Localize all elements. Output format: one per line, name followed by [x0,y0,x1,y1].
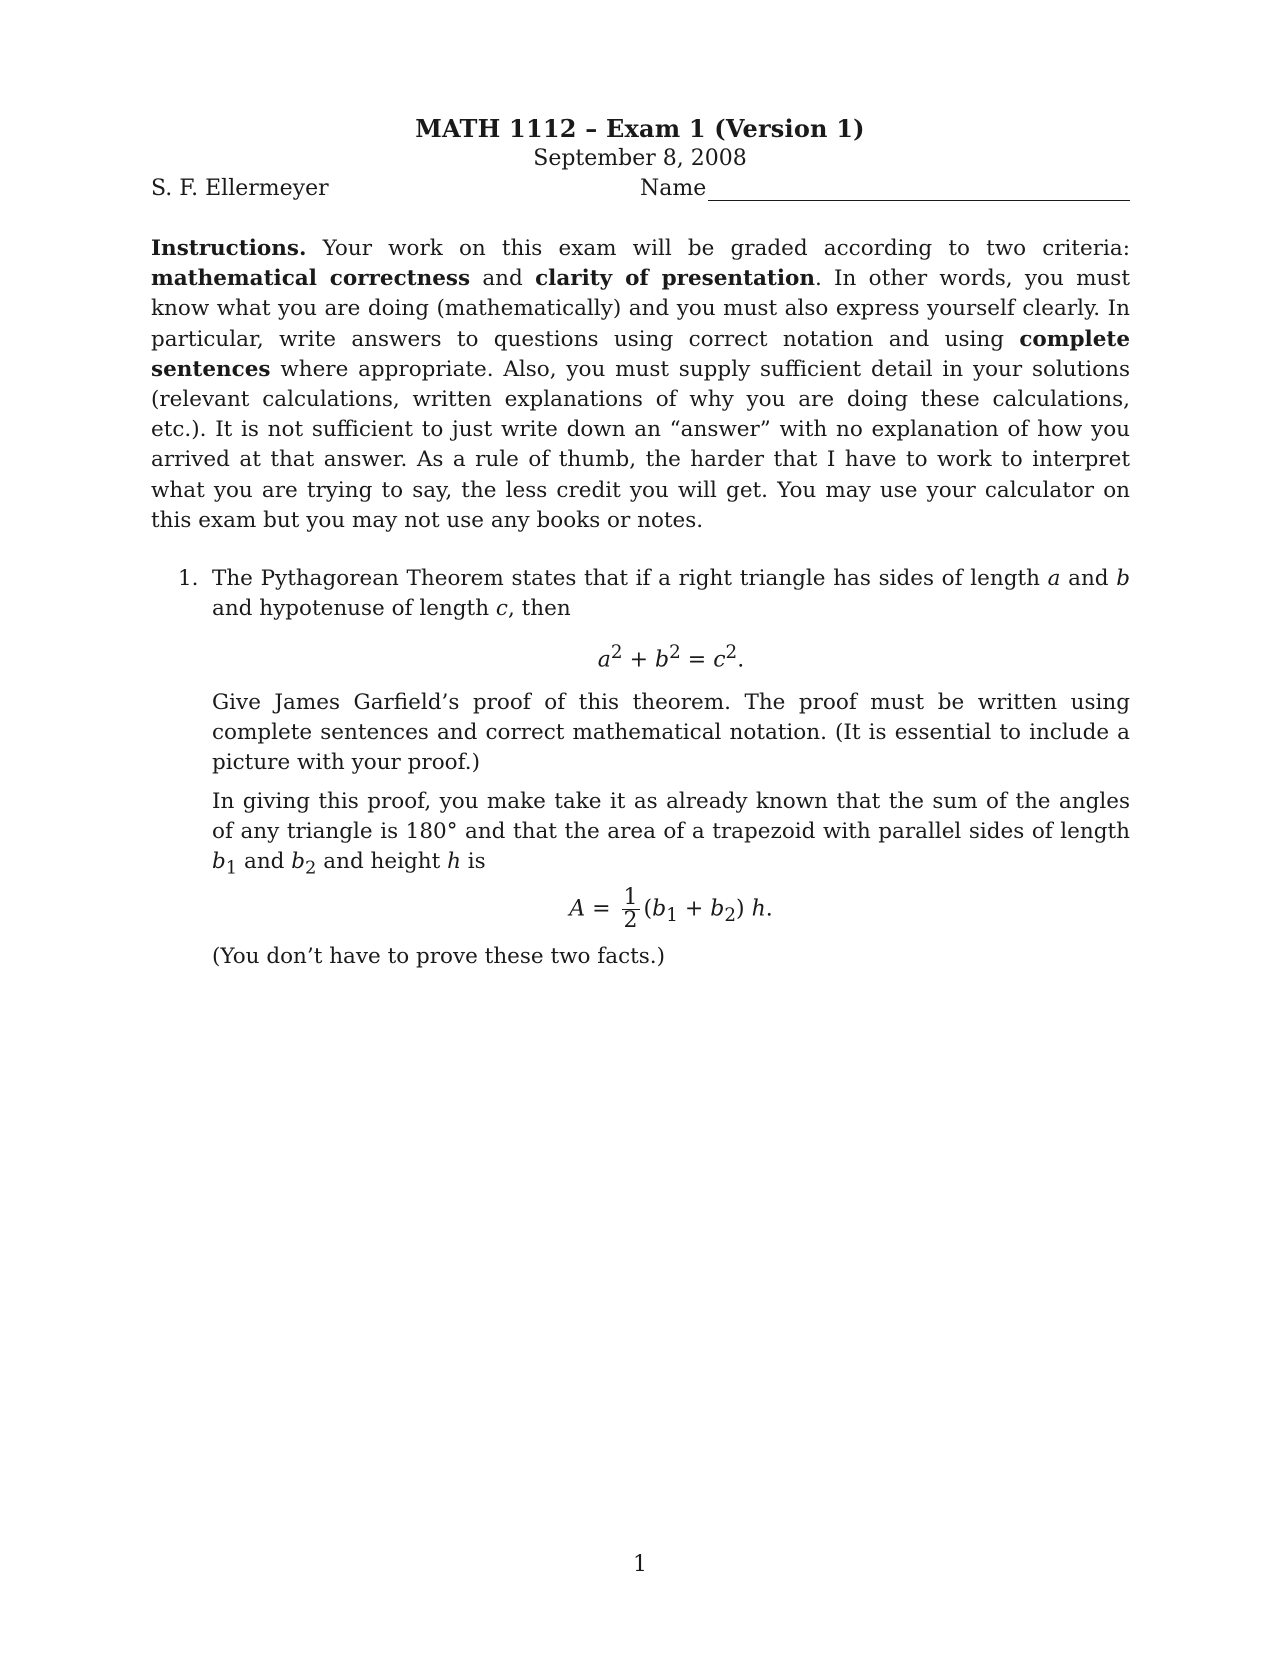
instructions-label: Instructions. [151,236,307,261]
assumptions-and: and [237,848,292,874]
assumptions-text-2: and height [316,848,448,874]
page-number: 1 [633,1552,647,1577]
instructions-text-3: . In other words, you must know what you are doing (mathematically) and you must also express yourself clearly. In particular, write answers to questions using correct notation and using [151,266,1130,352]
assumptions-paragraph [212,787,1130,884]
var-h: h [447,848,461,874]
instructor-name: S. F. Ellermeyer [151,176,329,201]
var-b1: b [212,848,226,874]
problem-number: 1. [178,566,199,591]
eq-b: b [655,647,670,673]
var-a: a [1047,566,1061,591]
formula-h: h [751,896,766,922]
assumptions-text-1: In giving this proof, you make take it as already known that the sum of the angles of any triangle is 180° and that the area of a trapezoid with parallel sides of length [212,788,1130,844]
formula-plus: + [677,896,711,922]
exam-title: MATH 1112 – Exam 1 (Version 1) [415,114,865,143]
criterion-clarity: clarity of presentation [535,266,815,292]
var-b2: b [291,848,306,874]
statement-text-3: , then [507,596,571,622]
formula-period: . [765,896,773,922]
statement-and: and [1060,566,1117,591]
eq-equals: = [680,647,714,673]
instructions-text-2: and [470,266,536,292]
eq-exp-c: 2 [725,642,738,664]
formula-sub-1: 1 [666,905,678,927]
fraction-numerator: 1 [623,885,638,911]
name-label: Name [640,176,707,201]
formula-b2: b [710,896,725,922]
complete-sentences-emphasis: complete sentences [151,326,1130,382]
no-proof-needed-note: (You don’t have to prove these two facts.) [212,944,666,970]
formula-sub-2: 2 [724,905,737,927]
assumptions-text-3: is [460,848,486,874]
problem-statement [212,564,1130,624]
problem-body [212,564,1130,973]
eq-period: . [737,647,745,673]
sub-1: 1 [225,857,238,879]
formula-open-paren: ( [643,896,653,922]
exam-date: September 8, 2008 [533,146,747,171]
eq-exp-b: 2 [669,642,681,664]
eq-c: c [713,647,726,673]
statement-text-1: The Pythagorean Theorem states that if a right triangle has sides of length [212,566,1048,591]
formula-b1: b [652,896,667,922]
eq-plus: + [622,647,656,673]
statement-text-2: and hypotenuse of length [212,596,496,622]
formula-A: A [569,896,586,922]
instructions-paragraph [151,234,1130,536]
name-blank-line[interactable] [708,178,1130,201]
pythagorean-equation [212,638,1130,676]
student-name-field[interactable] [640,176,1130,201]
var-c: c [495,596,508,622]
proof-request: Give James Garfield’s proof of this theorem. The proof must be written using complete sentences and correct mathematical notation. (It is essential to include a picture with your proof.) [212,689,1130,776]
instructions-text-4: where appropriate. Also, you must supply sufficient detail in your solutions (relevant calculations, written explanations of why you are doing these calculations, etc.). It is not sufficient to just write down an “answer” with no explanation of how you arrived at that answer. As a rule of thumb, the harder that I have to work to interpret what you are trying to say, the less credit you will get. You may use your calculator on this exam but you may not use any books or notes. [151,356,1130,533]
fraction-denominator: 2 [623,908,638,934]
fraction-one-half [622,887,640,932]
var-b: b [1116,566,1130,591]
formula-close-paren: ) [736,896,752,922]
eq-a: a [597,647,611,673]
eq-exp-a: 2 [610,642,623,664]
sub-2: 2 [305,857,317,879]
trapezoid-area-formula [212,887,1130,932]
problem-1 [178,564,1130,981]
formula-equals: = [585,896,618,922]
instructions-text-1: Your work on this exam will be graded according to two criteria: [306,236,1130,261]
criterion-correctness: mathematical correctness [151,266,471,292]
